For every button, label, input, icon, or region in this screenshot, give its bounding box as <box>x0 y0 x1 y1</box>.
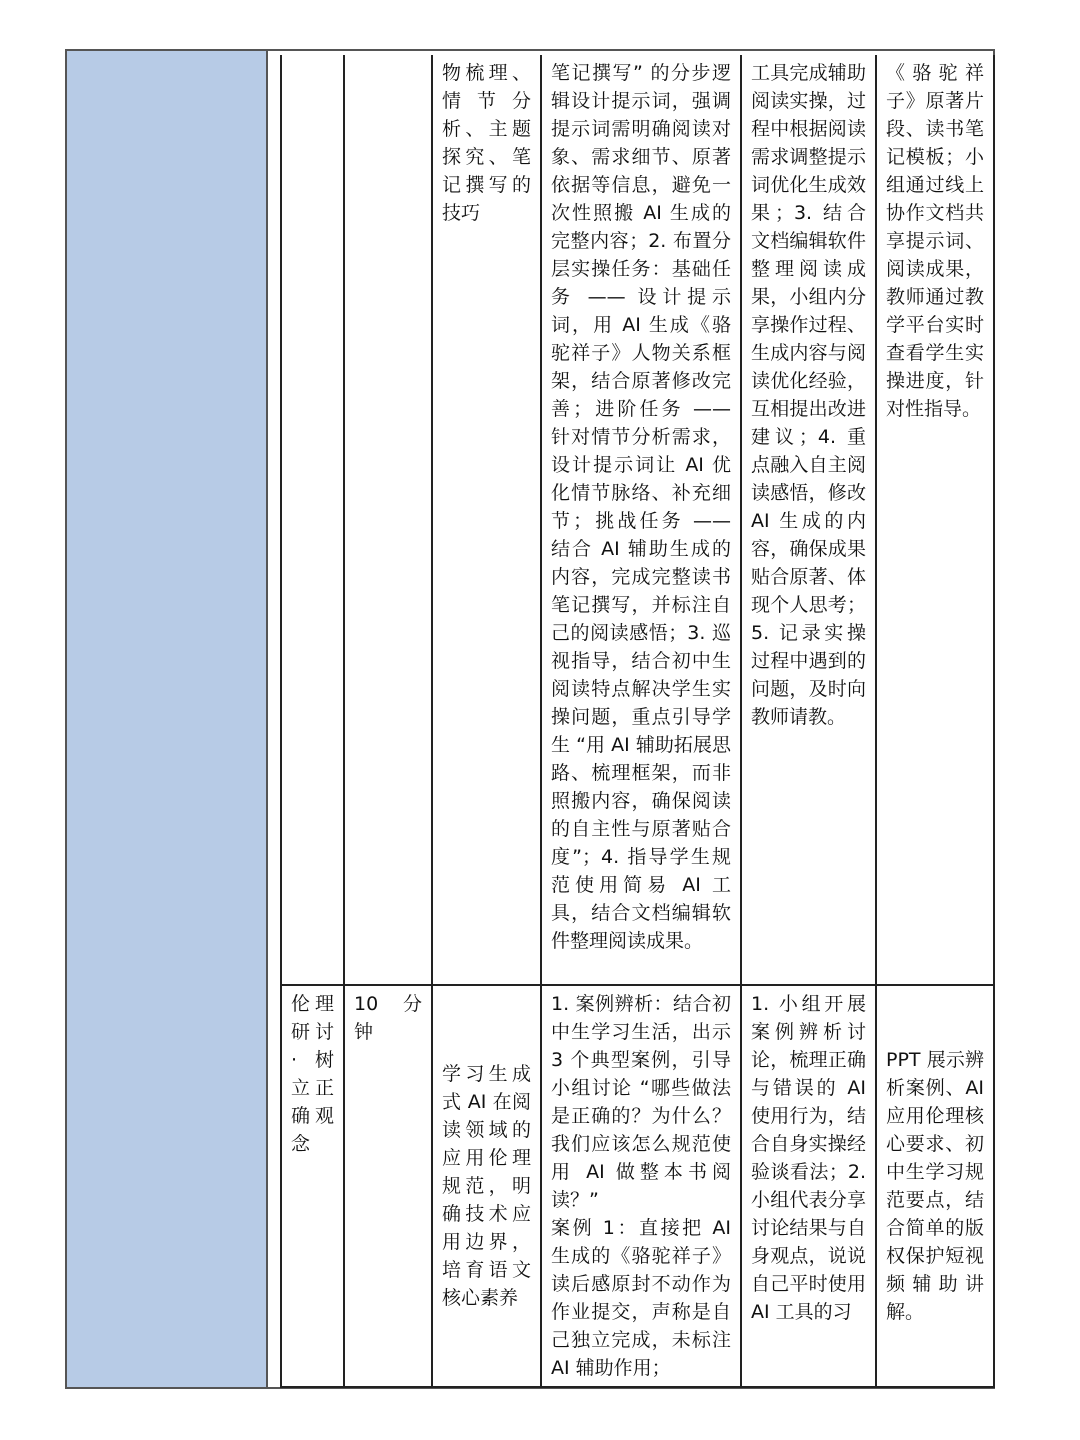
table-row <box>281 55 994 985</box>
resource-cell: 《骆驼祥子》原著片段、读书笔记模板；小组通过线上协作文档共享提示词、阅读成果，教师通过教学平台实时查看学生实操进度，针对性指导。 <box>876 55 994 985</box>
lesson-plan-table <box>280 55 995 1388</box>
stage-cell <box>281 55 344 985</box>
student-activity-cell: 工具完成辅助阅读实操，过程中根据阅读需求调整提示词优化生成效果；3. 结合文档编辑软件整理阅读成果，小组内分享操作过程、生成内容与阅读优化经验，互相提出改进建议；4. 重点融入自主阅读感悟，修改 AI 生成的内容，确保成果贴合原著、体现个人思考；5. 记录实操过程中遇到的问题，及时向教师请教。 <box>741 55 876 985</box>
duration-cell: 10 分钟 <box>344 985 432 1387</box>
table-row <box>281 985 994 1387</box>
teacher-activity-cell: 笔记撰写” 的分步逻辑设计提示词，强调提示词需明确阅读对象、需求细节、原著依据等信息，避免一次性照搬 AI 生成的完整内容；2. 布置分层实操任务：基础任务 —— 设计提示词，用 AI 生成《骆驼祥子》人物关系框架，结合原著修改完善；进阶任务 —— 针对情节分析需求，设计提示词让 AI 优化情节脉络、补充细节；挑战任务 —— 结合 AI 辅助生成的内容，完成完整读书笔记撰写，并标注自己的阅读感悟；3. 巡视指导，结合初中生阅读特点解决学生实操问题，重点引导学生 “用 AI 辅助拓展思路、梳理框架，而非照搬内容，确保阅读的自主性与原著贴合度”；4. 指导学生规范使用简易 AI 工具，结合文档编辑软件整理阅读成果。 <box>541 55 741 985</box>
teacher-activity-cell: 1. 案例辨析：结合初中生学习生活，出示 3 个典型案例，引导小组讨论 “哪些做法是正确的？为什么？我们应该怎么规范使用 AI 做整本书阅读？” 案例 1：直接把 AI 生成的《骆驼祥子》读后感原封不动作为作业提交，声称是自己独立完成，未标注 AI 辅助作用； <box>541 985 741 1387</box>
goal-cell: 物梳理、情节分析、主题探究、笔记撰写的技巧 <box>432 55 541 985</box>
duration-cell <box>344 55 432 985</box>
goal-cell: 学习生成式 AI 在阅读领域的应用伦理规范，明确技术应用边界，培育语文核心素养 <box>432 985 541 1387</box>
resource-cell: PPT 展示辨析案例、AI 应用伦理核心要求、初中生学习规范要点，结合简单的版权保护短视频辅助讲解。 <box>876 985 994 1387</box>
left-shaded-panel <box>65 49 268 1389</box>
stage-cell: 伦理研讨·树立正确观念 <box>281 985 344 1387</box>
student-activity-cell: 1. 小组开展案例辨析讨论，梳理正确与错误的 AI 使用行为，结合自身实操经验谈看法；2. 小组代表分享讨论结果与自身观点，说说自己平时使用 AI 工具的习 <box>741 985 876 1387</box>
